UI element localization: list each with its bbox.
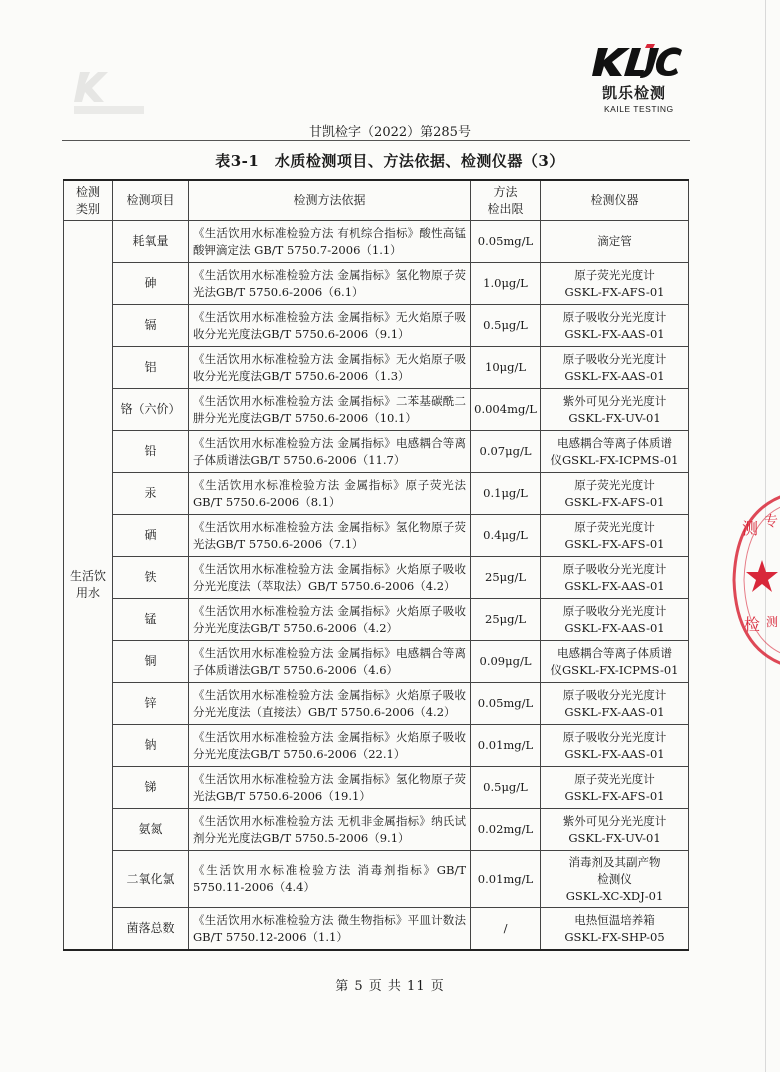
instrument-cell: 原子吸收分光光度计 GSKL-FX-AAS-01: [541, 347, 689, 389]
limit-cell: 0.004mg/L: [471, 389, 541, 431]
limit-cell: 1.0μg/L: [471, 263, 541, 305]
instrument-cell: 原子吸收分光光度计 GSKL-FX-AAS-01: [541, 725, 689, 767]
table-body: [64, 221, 689, 951]
method-cell: 《生活饮用水标准检验方法 金属指标》氢化物原子荧光法GB/T 5750.6-2006（7.1）: [189, 515, 471, 557]
instrument-cell: 原子荧光光度计 GSKL-FX-AFS-01: [541, 515, 689, 557]
item-cell: 铁: [113, 557, 189, 599]
item-cell: 铝: [113, 347, 189, 389]
limit-cell: 0.01mg/L: [471, 725, 541, 767]
method-cell: 《生活饮用水标准检验方法 金属指标》二苯基碳酰二肼分光光度法GB/T 5750.6-2006（10.1）: [189, 389, 471, 431]
method-cell: 《生活饮用水标准检验方法 金属指标》无火焰原子吸收分光光度法GB/T 5750.6-2006（1.3）: [189, 347, 471, 389]
instrument-cell: 滴定管: [541, 221, 689, 263]
limit-cell: /: [471, 908, 541, 951]
method-cell: 《生活饮用水标准检验方法 金属指标》火焰原子吸收分光光度法GB/T 5750.6-2006（22.1）: [189, 725, 471, 767]
method-cell: 《生活饮用水标准检验方法 金属指标》火焰原子吸收分光光度法GB/T 5750.6-2006（4.2）: [189, 599, 471, 641]
ghost-logo-icon: [70, 62, 150, 122]
limit-cell: 0.01mg/L: [471, 851, 541, 908]
limit-cell: 0.1μg/L: [471, 473, 541, 515]
svg-text:测: 测: [742, 519, 759, 538]
document-number: 甘凯检字（2022）第285号: [309, 125, 471, 140]
item-cell: 氨氮: [113, 809, 189, 851]
limit-cell: 25μg/L: [471, 599, 541, 641]
limit-cell: 0.5μg/L: [471, 767, 541, 809]
svg-text:检: 检: [744, 615, 761, 634]
header-limit: 方法 检出限: [471, 180, 541, 221]
page-footer: 第 5 页 共 11 页: [335, 979, 445, 994]
instrument-cell: 紫外可见分光光度计 GSKL-FX-UV-01: [541, 389, 689, 431]
limit-cell: 0.05mg/L: [471, 221, 541, 263]
table-row: [64, 473, 689, 515]
table-row: [64, 221, 689, 263]
item-cell: 铜: [113, 641, 189, 683]
instrument-cell: 原子吸收分光光度计 GSKL-FX-AAS-01: [541, 683, 689, 725]
method-cell: 《生活饮用水标准检验方法 金属指标》火焰原子吸收分光光度法（直接法）GB/T 5750.6-2006（4.2）: [189, 683, 471, 725]
header-category: 检测 类别: [64, 180, 113, 221]
instrument-cell: 原子荧光光度计 GSKL-FX-AFS-01: [541, 767, 689, 809]
svg-text:测: 测: [766, 615, 779, 629]
table-row: [64, 683, 689, 725]
limit-cell: 0.4μg/L: [471, 515, 541, 557]
table-row: [64, 263, 689, 305]
table-row: [64, 851, 689, 908]
table-row: [64, 725, 689, 767]
method-cell: 《生活饮用水标准检验方法 微生物指标》平皿计数法GB/T 5750.12-2006（1.1）: [189, 908, 471, 951]
svg-text:专: 专: [764, 514, 778, 530]
item-cell: 铅: [113, 431, 189, 473]
instrument-cell: 电感耦合等离子体质谱 仪GSKL-FX-ICPMS-01: [541, 431, 689, 473]
header-item: 检测项目: [113, 180, 189, 221]
kljc-logo-icon: [592, 42, 684, 82]
limit-cell: 10μg/L: [471, 347, 541, 389]
item-cell: 砷: [113, 263, 189, 305]
instrument-cell: 原子荧光光度计 GSKL-FX-AFS-01: [541, 473, 689, 515]
table-row: [64, 515, 689, 557]
table-row: [64, 431, 689, 473]
method-cell: 《生活饮用水标准检验方法 金属指标》火焰原子吸收分光光度法（萃取法）GB/T 5750.6-2006（4.2）: [189, 557, 471, 599]
item-cell: 铬（六价）: [113, 389, 189, 431]
item-cell: 锌: [113, 683, 189, 725]
table-row: [64, 809, 689, 851]
item-cell: 锑: [113, 767, 189, 809]
instrument-cell: 电感耦合等离子体质谱 仪GSKL-FX-ICPMS-01: [541, 641, 689, 683]
instrument-cell: 原子吸收分光光度计 GSKL-FX-AAS-01: [541, 557, 689, 599]
item-cell: 钠: [113, 725, 189, 767]
instrument-cell: 紫外可见分光光度计 GSKL-FX-UV-01: [541, 809, 689, 851]
table-row: [64, 305, 689, 347]
instrument-cell: 原子吸收分光光度计 GSKL-FX-AAS-01: [541, 599, 689, 641]
header-instrument: 检测仪器: [541, 180, 689, 221]
instrument-cell: 电热恒温培养箱 GSKL-FX-SHP-05: [541, 908, 689, 951]
company-logo: [592, 42, 692, 114]
logo-name-en: KAILE TESTING: [604, 104, 674, 114]
table-row: [64, 599, 689, 641]
method-cell: 《生活饮用水标准检验方法 金属指标》电感耦合等离子体质谱法GB/T 5750.6-2006（11.7）: [189, 431, 471, 473]
red-seal-stamp: [728, 490, 780, 670]
limit-cell: 25μg/L: [471, 557, 541, 599]
logo-name-cn: 凯乐检测: [602, 84, 667, 102]
header-method: 检测方法依据: [189, 180, 471, 221]
table-row: [64, 347, 689, 389]
method-cell: 《生活饮用水标准检验方法 金属指标》电感耦合等离子体质谱法GB/T 5750.6-2006（4.6）: [189, 641, 471, 683]
limit-cell: 0.09μg/L: [471, 641, 541, 683]
method-cell: 《生活饮用水标准检验方法 金属指标》原子荧光法GB/T 5750.6-2006（8.1）: [189, 473, 471, 515]
table-row: [64, 557, 689, 599]
item-cell: 二氧化氯: [113, 851, 189, 908]
table-row: [64, 908, 689, 951]
water-test-table: [63, 179, 689, 951]
item-cell: 汞: [113, 473, 189, 515]
instrument-cell: 原子吸收分光光度计 GSKL-FX-AAS-01: [541, 305, 689, 347]
limit-cell: 0.05mg/L: [471, 683, 541, 725]
method-cell: 《生活饮用水标准检验方法 金属指标》氢化物原子荧光法GB/T 5750.6-2006（19.1）: [189, 767, 471, 809]
method-cell: 《生活饮用水标准检验方法 有机综合指标》酸性高锰酸钾滴定法 GB/T 5750.7-2006（1.1）: [189, 221, 471, 263]
item-cell: 硒: [113, 515, 189, 557]
limit-cell: 0.02mg/L: [471, 809, 541, 851]
item-cell: 锰: [113, 599, 189, 641]
category-cell: 生活饮 用水: [64, 221, 113, 951]
table-title: 表3-1 水质检测项目、方法依据、检测仪器（3）: [215, 152, 565, 170]
table-row: [64, 641, 689, 683]
item-cell: 镉: [113, 305, 189, 347]
method-cell: 《生活饮用水标准检验方法 消毒剂指标》GB/T 5750.11-2006（4.4）: [189, 851, 471, 908]
header-rule: [62, 140, 690, 141]
limit-cell: 0.5μg/L: [471, 305, 541, 347]
instrument-cell: 消毒剂及其副产物 检测仪 GSKL-XC-XDJ-01: [541, 851, 689, 908]
item-cell: 耗氧量: [113, 221, 189, 263]
method-cell: 《生活饮用水标准检验方法 金属指标》氢化物原子荧光法GB/T 5750.6-2006（6.1）: [189, 263, 471, 305]
instrument-cell: 原子荧光光度计 GSKL-FX-AFS-01: [541, 263, 689, 305]
table-header-row: [64, 180, 689, 221]
table-row: [64, 389, 689, 431]
method-cell: 《生活饮用水标准检验方法 金属指标》无火焰原子吸收分光光度法GB/T 5750.6-2006（9.1）: [189, 305, 471, 347]
limit-cell: 0.07μg/L: [471, 431, 541, 473]
table-row: [64, 767, 689, 809]
item-cell: 菌落总数: [113, 908, 189, 951]
method-cell: 《生活饮用水标准检验方法 无机非金属指标》纳氏试剂分光光度法GB/T 5750.5-2006（9.1）: [189, 809, 471, 851]
